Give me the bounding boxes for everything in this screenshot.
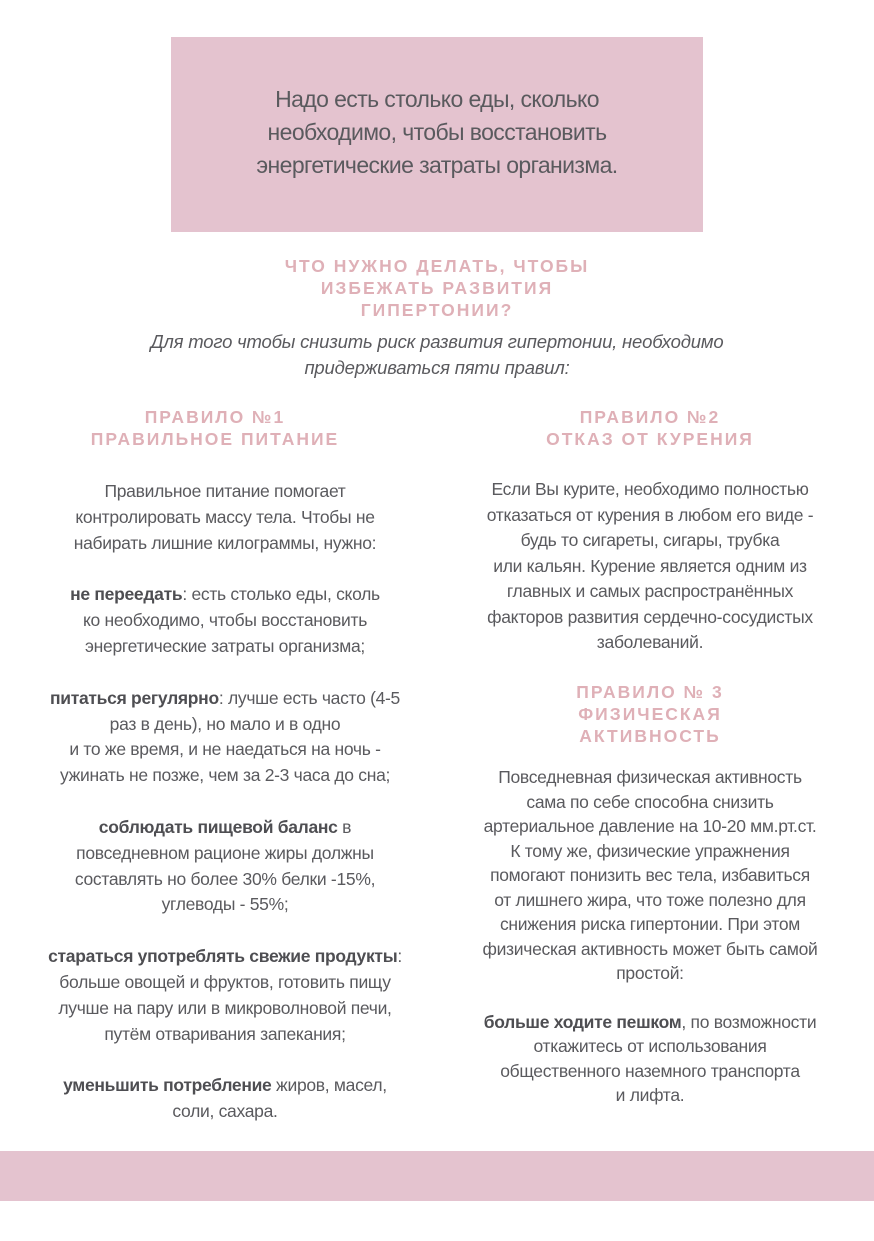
rule1-item-line: ко необходимо, чтобы восстановить <box>82 610 368 631</box>
rule3-item <box>448 1010 852 1035</box>
rule1-item <box>24 686 426 712</box>
rule1-item-line: больше овощей и фруктов, готовить пищу <box>59 971 391 992</box>
rule1-item-bold: уменьшить потребление <box>63 1075 272 1096</box>
rule1-item-text: жиров, масел, <box>271 1075 387 1096</box>
rule1-item-bold: соблюдать пищевой баланс <box>98 816 338 837</box>
rule1-item-line: углеводы - 55%; <box>161 894 289 915</box>
rule3-heading-line: ФИЗИЧЕСКАЯ <box>578 704 722 724</box>
rule1-item <box>24 944 426 970</box>
intro-line: Для того чтобы снизить риск развития гипертонии, необходимо <box>150 331 724 352</box>
rule1-item-text: : <box>397 946 402 967</box>
rule1-item <box>24 815 426 841</box>
rule3-line: снижения риска гипертонии. При этом <box>499 914 801 934</box>
rule1-item-line: раз в день), но мало и в одно <box>109 713 341 734</box>
rule2-line: отказаться от курения в любом его виде - <box>486 504 814 525</box>
rule1-item-text: в <box>337 816 352 837</box>
rule2-line: Если Вы курите, необходимо полностью <box>491 479 809 499</box>
rule2-heading-line: ОТКАЗ ОТ КУРЕНИЯ <box>546 429 754 449</box>
rule1-item-line: соли, сахара. <box>172 1101 278 1122</box>
footer-band <box>0 1151 874 1201</box>
rule3-line: простой: <box>616 963 684 983</box>
rule3-line: сама по себе способна снизить <box>526 791 774 812</box>
rule3-line: Повседневная физическая активность <box>498 767 802 787</box>
rule2-line: факторов развития сердечно-сосудистых <box>487 606 813 627</box>
rule1-item-text: : лучше есть часто (4-5 <box>218 687 400 708</box>
rule3-line: артериальное давление на 10-20 мм.рт.ст. <box>483 816 817 836</box>
rule3-item-bold: больше ходите пешком <box>483 1011 682 1032</box>
quote-line: энергетические затраты организма. <box>256 152 618 178</box>
quote-text <box>217 83 657 182</box>
rule1-intro-line: набирать лишние килограммы, нужно: <box>73 532 377 553</box>
rule2-line: главных и самых распространённых <box>506 581 794 601</box>
rule3-body <box>448 765 852 1108</box>
rule3-heading-line: АКТИВНОСТЬ <box>579 726 721 746</box>
section-heading <box>237 255 637 321</box>
rule2-line: будь то сигареты, сигары, трубка <box>520 530 780 550</box>
rule1-item-line: составлять но более 30% белки -15%, <box>74 868 376 889</box>
rule1-item-line: и то же время, и не наедаться на ночь - <box>69 739 381 760</box>
rule2-body <box>452 477 848 656</box>
section-intro <box>110 329 764 381</box>
rule2-heading <box>470 406 830 450</box>
rule1-item-text: : есть столько еды, сколь <box>182 584 380 605</box>
quote-line: Надо есть столько еды, сколько <box>275 86 599 112</box>
rule3-line: от лишнего жира, что тоже полезно для <box>494 889 806 910</box>
section-heading-line: ЧТО НУЖНО ДЕЛАТЬ, ЧТОБЫ <box>284 256 590 276</box>
rule3-heading <box>520 681 780 747</box>
rule1-intro-line: контролировать массу тела. Чтобы не <box>75 506 375 527</box>
rule3-line: К тому же, физические упражнения <box>510 840 790 861</box>
intro-line: придерживаться пяти правил: <box>304 357 570 378</box>
rule3-item-text: , по возможности <box>681 1011 817 1032</box>
rule1-item-line: энергетические затраты организма; <box>85 635 365 656</box>
rule1-body <box>24 479 426 1125</box>
rule1-item <box>24 1073 426 1099</box>
quote-box <box>171 37 703 232</box>
rule1-item-bold: питаться регулярно <box>49 687 219 708</box>
rule1-item-line: лучше на пару или в микроволновой печи, <box>58 997 392 1018</box>
section-heading-line: ИЗБЕЖАТЬ РАЗВИТИЯ <box>320 278 554 298</box>
rule3-line: помогают понизить вес тела, избавиться <box>490 865 810 885</box>
rule3-heading-line: ПРАВИЛО № 3 <box>576 682 724 702</box>
rule1-heading-line: ПРАВИЛО №1 <box>144 407 286 427</box>
rule3-item-line: и лифта. <box>615 1085 685 1105</box>
rule2-line: или кальян. Курение является одним из <box>493 555 807 576</box>
rule1-item-line: ужинать не позже, чем за 2-3 часа до сна; <box>59 765 391 786</box>
rule1-heading <box>40 406 390 450</box>
rule1-item-line: путём отваривания запекания; <box>104 1023 346 1044</box>
rule3-item-line: общественного наземного транспорта <box>500 1060 800 1081</box>
rule1-item-line: повседневном рационе жиры должны <box>76 842 374 863</box>
rule3-line: физическая активность может быть самой <box>482 938 818 959</box>
rule2-heading-line: ПРАВИЛО №2 <box>579 407 721 427</box>
rule1-heading-line: ПРАВИЛЬНОЕ ПИТАНИЕ <box>90 429 340 449</box>
rule3-item-line: откажитесь от использования <box>533 1036 767 1056</box>
quote-line: необходимо, чтобы восстановить <box>267 119 607 145</box>
rule1-intro-line: Правильное питание помогает <box>104 481 346 501</box>
rule1-item-bold: не переедать <box>70 584 183 605</box>
rule2-line: заболеваний. <box>596 632 704 652</box>
rule1-item <box>24 582 426 608</box>
section-heading-line: ГИПЕРТОНИИ? <box>360 300 514 320</box>
rule1-item-bold: стараться употреблять свежие продукты <box>48 946 398 967</box>
